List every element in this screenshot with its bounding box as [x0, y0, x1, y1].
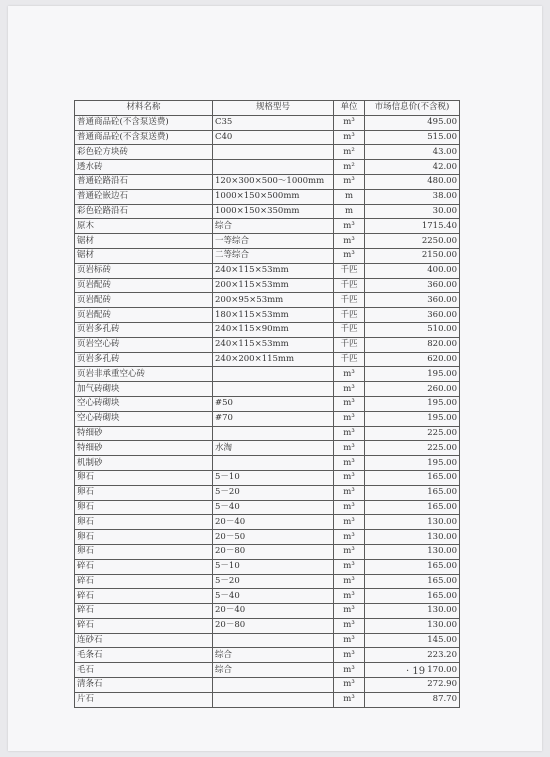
- cell-material-name: 普通砼路沿石: [75, 174, 213, 189]
- cell-unit: m³: [334, 411, 365, 426]
- cell-price: 2250.00: [365, 234, 460, 249]
- table-row: [75, 382, 460, 397]
- cell-spec-model: 综合: [213, 219, 334, 234]
- cell-price: 510.00: [365, 322, 460, 337]
- cell-price: 195.00: [365, 367, 460, 382]
- cell-price: 1715.40: [365, 219, 460, 234]
- table-row: [75, 130, 460, 145]
- cell-price: 195.00: [365, 396, 460, 411]
- cell-spec-model: 综合: [213, 663, 334, 678]
- cell-unit: m³: [334, 115, 365, 130]
- cell-spec-model: 二等综合: [213, 248, 334, 263]
- cell-spec-model: 综合: [213, 648, 334, 663]
- cell-price: 145.00: [365, 633, 460, 648]
- table-row: [75, 278, 460, 293]
- table-row: [75, 574, 460, 589]
- cell-material-name: 透水砖: [75, 160, 213, 175]
- cell-unit: 千匹: [334, 352, 365, 367]
- cell-unit: m³: [334, 663, 365, 678]
- table-row: [75, 174, 460, 189]
- table-row: [75, 352, 460, 367]
- cell-spec-model: 20－80: [213, 618, 334, 633]
- cell-material-name: 特细砂: [75, 441, 213, 456]
- table-row: [75, 204, 460, 219]
- table-row: [75, 411, 460, 426]
- cell-material-name: 页岩非承重空心砖: [75, 367, 213, 382]
- table-row: [75, 441, 460, 456]
- cell-price: 225.00: [365, 426, 460, 441]
- cell-unit: m³: [334, 692, 365, 707]
- cell-spec-model: C35: [213, 115, 334, 130]
- table-row: [75, 189, 460, 204]
- cell-unit: m²: [334, 145, 365, 160]
- cell-material-name: 卵石: [75, 544, 213, 559]
- cell-price: 42.00: [365, 160, 460, 175]
- cell-spec-model: [213, 456, 334, 471]
- cell-material-name: 空心砖砌块: [75, 396, 213, 411]
- header-market-price: 市场信息价(不含税): [365, 101, 460, 116]
- cell-spec-model: C40: [213, 130, 334, 145]
- cell-spec-model: 20－80: [213, 544, 334, 559]
- cell-unit: m³: [334, 248, 365, 263]
- table-header-row: [75, 101, 460, 116]
- table-row: [75, 367, 460, 382]
- cell-price: 130.00: [365, 604, 460, 619]
- header-spec-model: 规格型号: [213, 101, 334, 116]
- cell-material-name: 加气砖砌块: [75, 382, 213, 397]
- cell-unit: m³: [334, 234, 365, 249]
- cell-unit: 千匹: [334, 278, 365, 293]
- cell-material-name: 页岩空心砖: [75, 337, 213, 352]
- cell-unit: m³: [334, 130, 365, 145]
- cell-spec-model: 1000×150×350mm: [213, 204, 334, 219]
- table-row: [75, 322, 460, 337]
- cell-spec-model: [213, 692, 334, 707]
- cell-material-name: 页岩配砖: [75, 308, 213, 323]
- cell-spec-model: 1000×150×500mm: [213, 189, 334, 204]
- cell-unit: m³: [334, 530, 365, 545]
- cell-material-name: 特细砂: [75, 426, 213, 441]
- cell-material-name: 普通商品砼(不含泵送费): [75, 115, 213, 130]
- cell-material-name: 页岩多孔砖: [75, 352, 213, 367]
- table-row: [75, 456, 460, 471]
- cell-price: 260.00: [365, 382, 460, 397]
- cell-material-name: 彩色砼方块砖: [75, 145, 213, 160]
- cell-material-name: 页岩配砖: [75, 278, 213, 293]
- cell-price: 515.00: [365, 130, 460, 145]
- cell-price: 195.00: [365, 456, 460, 471]
- cell-material-name: 碎石: [75, 589, 213, 604]
- table-row: [75, 618, 460, 633]
- cell-material-name: 碎石: [75, 574, 213, 589]
- cell-unit: 千匹: [334, 293, 365, 308]
- cell-material-name: 彩色砼路沿石: [75, 204, 213, 219]
- cell-spec-model: 一等综合: [213, 234, 334, 249]
- cell-material-name: 普通商品砼(不含泵送费): [75, 130, 213, 145]
- header-unit: 单位: [334, 101, 365, 116]
- cell-price: 30.00: [365, 204, 460, 219]
- cell-spec-model: 20－40: [213, 604, 334, 619]
- cell-price: 130.00: [365, 618, 460, 633]
- cell-price: 130.00: [365, 544, 460, 559]
- cell-unit: m³: [334, 544, 365, 559]
- cell-spec-model: 200×115×53mm: [213, 278, 334, 293]
- cell-price: 170.00: [365, 663, 460, 678]
- cell-unit: m³: [334, 648, 365, 663]
- cell-unit: m: [334, 189, 365, 204]
- table-row: [75, 234, 460, 249]
- table-row: [75, 663, 460, 678]
- table-row: [75, 530, 460, 545]
- cell-material-name: 毛条石: [75, 648, 213, 663]
- cell-price: 225.00: [365, 441, 460, 456]
- cell-material-name: 清条石: [75, 678, 213, 693]
- cell-material-name: 原木: [75, 219, 213, 234]
- cell-spec-model: [213, 382, 334, 397]
- table-row: [75, 337, 460, 352]
- cell-unit: m³: [334, 589, 365, 604]
- cell-price: 165.00: [365, 559, 460, 574]
- table-row: [75, 426, 460, 441]
- cell-price: 400.00: [365, 263, 460, 278]
- cell-spec-model: 5－20: [213, 485, 334, 500]
- cell-price: 820.00: [365, 337, 460, 352]
- cell-material-name: 毛石: [75, 663, 213, 678]
- cell-unit: m³: [334, 367, 365, 382]
- table-row: [75, 589, 460, 604]
- cell-unit: m³: [334, 515, 365, 530]
- cell-material-name: 页岩配砖: [75, 293, 213, 308]
- document-page: [8, 6, 542, 751]
- cell-unit: m³: [334, 382, 365, 397]
- table-row: [75, 470, 460, 485]
- table-row: [75, 515, 460, 530]
- cell-spec-model: 200×95×53mm: [213, 293, 334, 308]
- cell-material-name: 普通砼嵌边石: [75, 189, 213, 204]
- table-row: [75, 115, 460, 130]
- cell-material-name: 卵石: [75, 470, 213, 485]
- table-row: [75, 604, 460, 619]
- cell-unit: m³: [334, 618, 365, 633]
- cell-price: 360.00: [365, 278, 460, 293]
- cell-material-name: 片石: [75, 692, 213, 707]
- cell-price: 130.00: [365, 530, 460, 545]
- cell-material-name: 碎石: [75, 604, 213, 619]
- cell-price: 620.00: [365, 352, 460, 367]
- cell-unit: m³: [334, 456, 365, 471]
- cell-unit: 千匹: [334, 263, 365, 278]
- table-row: [75, 648, 460, 663]
- header-material-name: 材料名称: [75, 101, 213, 116]
- cell-spec-model: #70: [213, 411, 334, 426]
- cell-unit: 千匹: [334, 308, 365, 323]
- cell-spec-model: 240×115×53mm: [213, 337, 334, 352]
- cell-material-name: 卵石: [75, 515, 213, 530]
- cell-unit: m³: [334, 485, 365, 500]
- cell-unit: 千匹: [334, 337, 365, 352]
- cell-price: 165.00: [365, 470, 460, 485]
- cell-unit: m³: [334, 441, 365, 456]
- cell-material-name: 卵石: [75, 500, 213, 515]
- cell-unit: m³: [334, 396, 365, 411]
- cell-price: 38.00: [365, 189, 460, 204]
- table-row: [75, 500, 460, 515]
- table-row: [75, 396, 460, 411]
- table-row: [75, 263, 460, 278]
- table-row: [75, 544, 460, 559]
- cell-material-name: 卵石: [75, 485, 213, 500]
- cell-unit: 千匹: [334, 322, 365, 337]
- cell-price: 165.00: [365, 485, 460, 500]
- cell-price: 165.00: [365, 574, 460, 589]
- cell-price: 272.90: [365, 678, 460, 693]
- table-body: [75, 115, 460, 707]
- table-row: [75, 308, 460, 323]
- cell-spec-model: 180×115×53mm: [213, 308, 334, 323]
- cell-spec-model: 20－40: [213, 515, 334, 530]
- cell-material-name: 页岩标砖: [75, 263, 213, 278]
- cell-unit: m³: [334, 219, 365, 234]
- cell-unit: m²: [334, 160, 365, 175]
- table-row: [75, 248, 460, 263]
- cell-spec-model: [213, 426, 334, 441]
- cell-price: 495.00: [365, 115, 460, 130]
- cell-spec-model: [213, 160, 334, 175]
- cell-material-name: 碎石: [75, 618, 213, 633]
- cell-spec-model: [213, 633, 334, 648]
- cell-spec-model: 20－50: [213, 530, 334, 545]
- cell-unit: m³: [334, 604, 365, 619]
- cell-unit: m³: [334, 559, 365, 574]
- cell-unit: m³: [334, 574, 365, 589]
- cell-spec-model: 水淘: [213, 441, 334, 456]
- cell-price: 360.00: [365, 308, 460, 323]
- table-row: [75, 485, 460, 500]
- table-row: [75, 678, 460, 693]
- cell-spec-model: [213, 367, 334, 382]
- cell-price: 43.00: [365, 145, 460, 160]
- cell-unit: m³: [334, 678, 365, 693]
- cell-price: 87.70: [365, 692, 460, 707]
- cell-spec-model: 120×300×500～1000mm: [213, 174, 334, 189]
- page-number: · 19 ·: [406, 666, 432, 677]
- cell-price: 195.00: [365, 411, 460, 426]
- table-row: [75, 145, 460, 160]
- cell-spec-model: 5－40: [213, 589, 334, 604]
- cell-price: 2150.00: [365, 248, 460, 263]
- cell-spec-model: #50: [213, 396, 334, 411]
- cell-spec-model: 5－10: [213, 559, 334, 574]
- cell-material-name: 卵石: [75, 530, 213, 545]
- cell-spec-model: 240×115×53mm: [213, 263, 334, 278]
- cell-unit: m: [334, 204, 365, 219]
- table-row: [75, 559, 460, 574]
- material-price-table: [74, 100, 460, 708]
- cell-unit: m³: [334, 174, 365, 189]
- table-row: [75, 692, 460, 707]
- cell-spec-model: 240×115×90mm: [213, 322, 334, 337]
- table-row: [75, 633, 460, 648]
- cell-material-name: 锯材: [75, 234, 213, 249]
- cell-price: 480.00: [365, 174, 460, 189]
- cell-unit: m³: [334, 633, 365, 648]
- cell-unit: m³: [334, 470, 365, 485]
- table-row: [75, 219, 460, 234]
- cell-spec-model: [213, 678, 334, 693]
- cell-price: 223.20: [365, 648, 460, 663]
- cell-material-name: 机制砂: [75, 456, 213, 471]
- cell-unit: m³: [334, 500, 365, 515]
- cell-spec-model: 5－20: [213, 574, 334, 589]
- cell-material-name: 连砂石: [75, 633, 213, 648]
- table-row: [75, 293, 460, 308]
- table-row: [75, 160, 460, 175]
- cell-price: 165.00: [365, 500, 460, 515]
- cell-spec-model: 5－40: [213, 500, 334, 515]
- cell-material-name: 锯材: [75, 248, 213, 263]
- cell-spec-model: 5－10: [213, 470, 334, 485]
- cell-spec-model: 240×200×115mm: [213, 352, 334, 367]
- cell-price: 165.00: [365, 589, 460, 604]
- cell-unit: m³: [334, 426, 365, 441]
- cell-spec-model: [213, 145, 334, 160]
- cell-material-name: 页岩多孔砖: [75, 322, 213, 337]
- cell-material-name: 空心砖砌块: [75, 411, 213, 426]
- cell-price: 360.00: [365, 293, 460, 308]
- cell-material-name: 碎石: [75, 559, 213, 574]
- cell-price: 130.00: [365, 515, 460, 530]
